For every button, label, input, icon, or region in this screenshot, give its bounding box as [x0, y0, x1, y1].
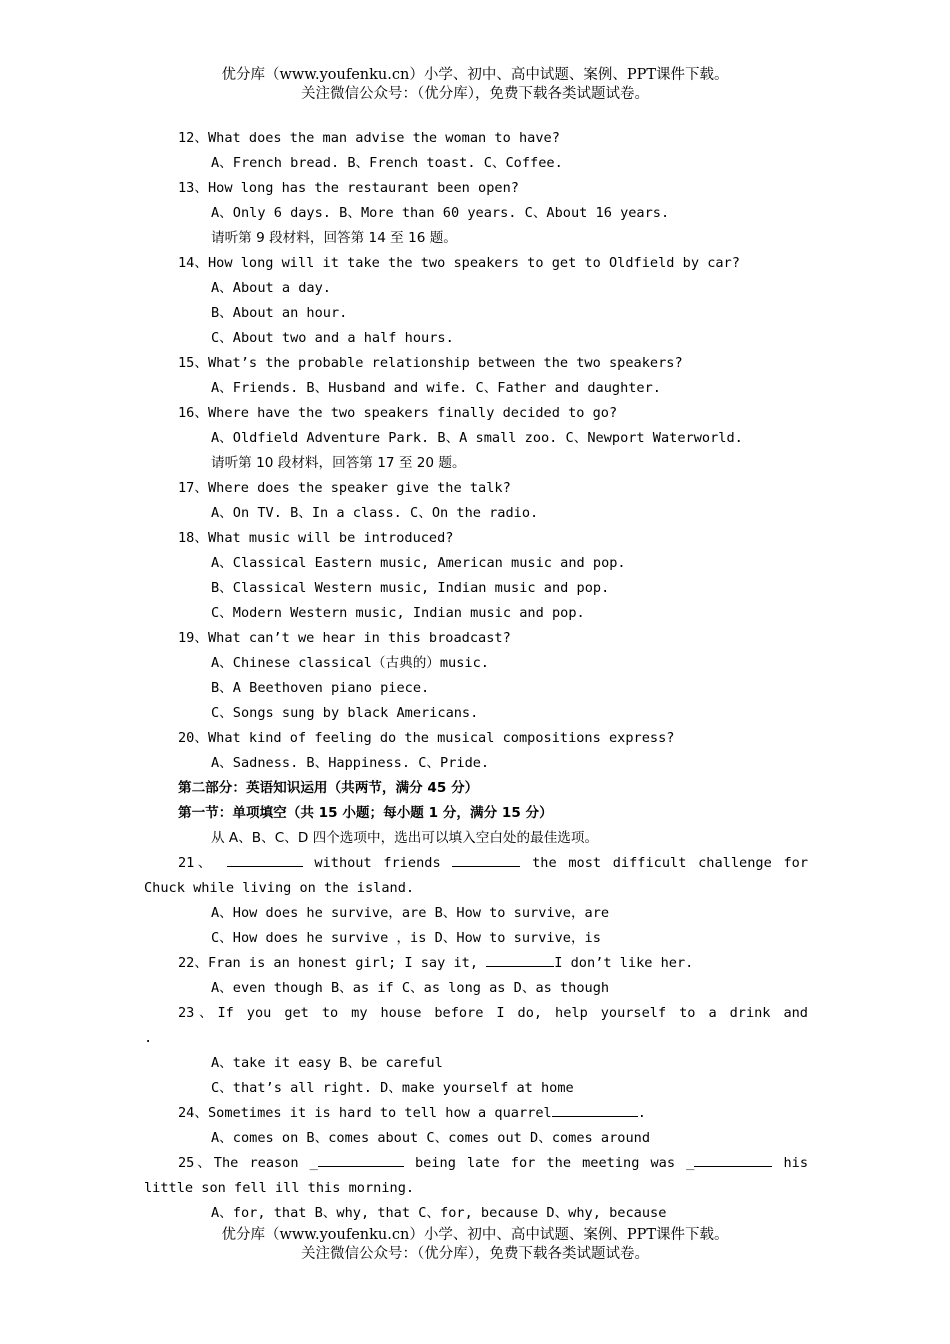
- question-19-option-a: A、Chinese classical（古典的）music.: [211, 655, 489, 671]
- section-1-title: 第一节：单项填空（共 15 小题；每小题 1 分，满分 15 分）: [178, 805, 553, 821]
- listening-instruction-10: 请听第 10 段材料，回答第 17 至 20 题。: [211, 455, 466, 471]
- question-21-text: without friends: [314, 855, 441, 871]
- answer-blank: [694, 1151, 772, 1167]
- question-13-stem: 13、How long has the restaurant been open?: [178, 180, 519, 196]
- question-15-stem: 15、What’s the probable relationship between the two speakers?: [178, 355, 683, 371]
- question-21-options-cd: C、How does he survive ，is D、How to survive，is: [211, 930, 601, 946]
- question-19-stem: 19、What can’t we hear in this broadcast?: [178, 630, 511, 646]
- question-21-number: 21、: [178, 855, 215, 871]
- question-25-text-end: his: [783, 1155, 809, 1171]
- header-line-1: 优分库（www.youfenku.cn）小学、初中、高中试题、案例、PPT课件下载。: [221, 67, 729, 83]
- question-12-stem: 12、What does the man advise the woman to have?: [178, 130, 560, 146]
- question-25-text: 25、The reason _: [178, 1155, 318, 1171]
- question-15-options: A、Friends. B、Husband and wife. C、Father and daughter.: [211, 380, 661, 396]
- question-14-stem: 14、How long will it take the two speakers to get to Oldfield by car?: [178, 255, 740, 271]
- question-24-text-end: .: [637, 1105, 646, 1121]
- question-19-option-c: C、Songs sung by black Americans.: [211, 705, 479, 721]
- question-25-text-mid: being late for the meeting was _: [414, 1155, 695, 1171]
- question-13-options: A、Only 6 days. B、More than 60 years. C、About 16 years.: [211, 205, 670, 221]
- answer-blank: [486, 951, 554, 967]
- question-22-stem: [144, 951, 808, 976]
- question-20-stem: 20、What kind of feeling do the musical compositions express?: [178, 730, 675, 746]
- question-20-options: A、Sadness. B、Happiness. C、Pride.: [211, 755, 490, 771]
- question-16-options: A、Oldfield Adventure Park. B、A small zoo. C、Newport Waterworld.: [211, 430, 743, 446]
- header-line-2: 关注微信公众号：（优分库），免费下载各类试题试卷。: [301, 86, 649, 102]
- answer-blank: [452, 851, 520, 867]
- question-23-options-cd: C、that’s all right. D、make yourself at home: [211, 1080, 574, 1096]
- footer-line-2: 关注微信公众号：（优分库），免费下载各类试题试卷。: [301, 1246, 649, 1262]
- question-14-option-c: C、About two and a half hours.: [211, 330, 454, 346]
- question-14-option-a: A、About a day.: [211, 280, 331, 296]
- question-25-options: A、for, that B、why, that C、for, because D、why, because: [211, 1205, 667, 1221]
- part-2-title: 第二部分：英语知识运用（共两节，满分 45 分）: [178, 780, 479, 796]
- question-18-option-b: B、Classical Western music, Indian music and pop.: [211, 580, 610, 596]
- answer-blank: [318, 1151, 404, 1167]
- question-18-option-c: C、Modern Western music, Indian music and pop.: [211, 605, 585, 621]
- question-22-text-end: I don’t like her.: [554, 955, 694, 971]
- question-21-options-ab: A、How does he survive，are B、How to survive，are: [211, 905, 610, 921]
- question-17-options: A、On TV. B、In a class. C、On the radio.: [211, 505, 539, 521]
- question-21-continuation: Chuck while living on the island.: [144, 880, 415, 896]
- section-1-instruction: 从 A、B、C、D 四个选项中，选出可以填入空白处的最佳选项。: [211, 830, 599, 846]
- question-12-options: A、French bread. B、French toast. C、Coffee.: [211, 155, 563, 171]
- footer-line-1: 优分库（www.youfenku.cn）小学、初中、高中试题、案例、PPT课件下载。: [221, 1227, 729, 1243]
- question-17-stem: 17、Where does the speaker give the talk?: [178, 480, 511, 496]
- question-18-stem: 18、What music will be introduced?: [178, 530, 454, 546]
- question-23-continuation: .: [144, 1030, 153, 1046]
- question-22-options: A、even though B、as if C、as long as D、as though: [211, 980, 610, 996]
- answer-blank: [552, 1101, 638, 1117]
- question-22-text: 22、Fran is an honest girl; I say it,: [178, 955, 487, 971]
- question-21-text-end: the most difficult challenge for: [532, 855, 809, 871]
- question-23-stem: 23、If you get to my house before I do, help yourself to a drink and: [178, 1005, 808, 1021]
- question-23-options-ab: A、take it easy B、be careful: [211, 1055, 443, 1071]
- question-body: [144, 126, 808, 1226]
- listening-instruction-9: 请听第 9 段材料，回答第 14 至 16 题。: [211, 230, 457, 246]
- question-21-stem: [144, 851, 808, 876]
- question-24-options: A、comes on B、comes about C、comes out D、comes around: [211, 1130, 651, 1146]
- question-19-option-b: B、A Beethoven piano piece.: [211, 680, 430, 696]
- question-18-option-a: A、Classical Eastern music, American music and pop.: [211, 555, 626, 571]
- question-16-stem: 16、Where have the two speakers finally decided to go?: [178, 405, 618, 421]
- question-14-option-b: B、About an hour.: [211, 305, 348, 321]
- question-25-stem: [144, 1151, 808, 1176]
- answer-blank: [227, 851, 303, 867]
- question-25-continuation: little son fell ill this morning.: [144, 1180, 415, 1196]
- question-24-stem: [144, 1101, 808, 1126]
- question-24-text: 24、Sometimes it is hard to tell how a quarrel: [178, 1105, 552, 1121]
